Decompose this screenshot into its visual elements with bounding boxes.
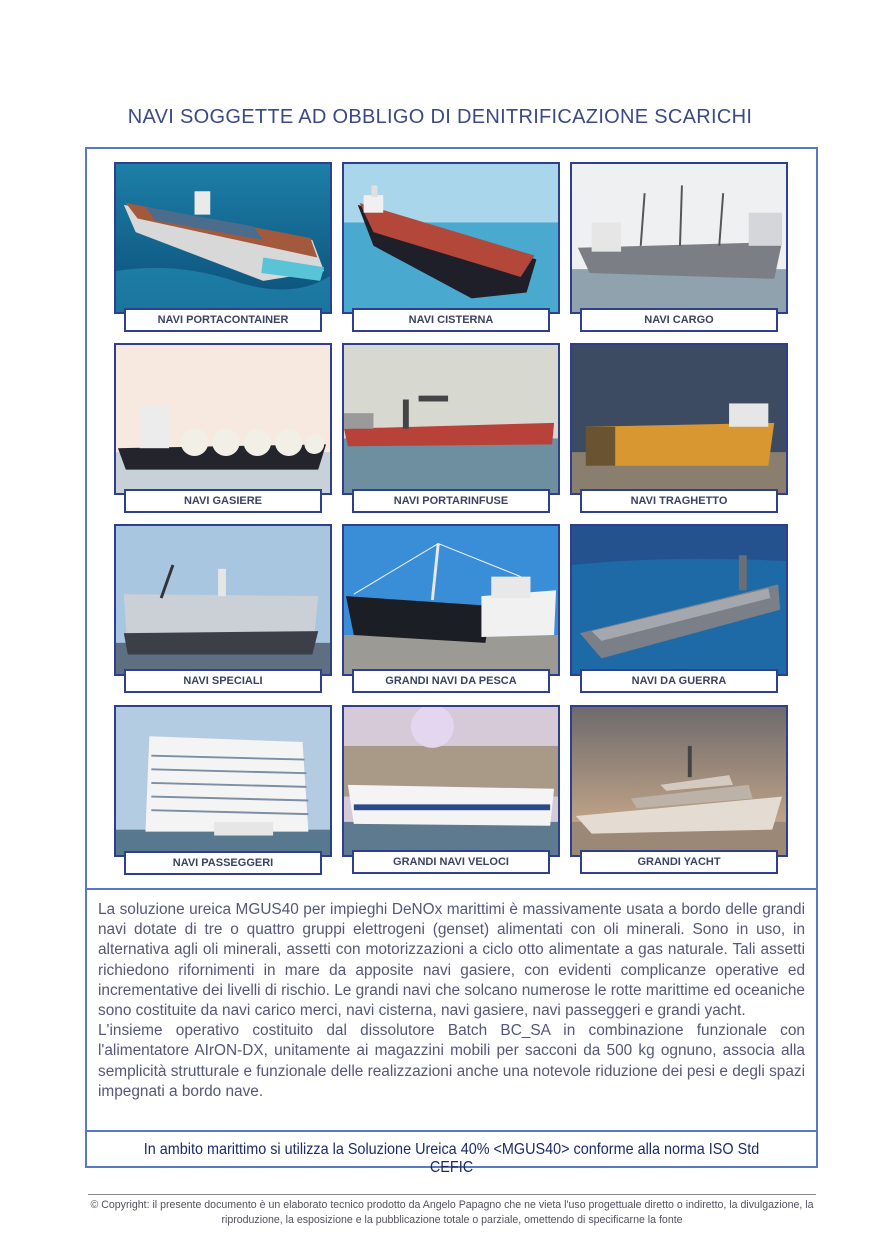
ship-label: GRANDI NAVI VELOCI xyxy=(352,850,550,874)
tanker-ship-photo xyxy=(342,162,560,314)
ship-label: NAVI TRAGHETTO xyxy=(580,489,778,513)
ship-label: NAVI GASIERE xyxy=(124,489,322,513)
ship-label: NAVI SPECIALI xyxy=(124,669,322,693)
page-title: NAVI SOGGETTE AD OBBLIGO DI DENITRIFICAZIONE SCARICHI xyxy=(127,106,753,128)
usage-note: In ambito marittimo si utilizza la Soluzione Ureica 40% <MGUS40> conforme alla norma ISO Std CEFIC xyxy=(143,1141,760,1176)
warship-photo xyxy=(570,524,788,676)
fast-ferry-photo xyxy=(342,705,560,857)
ship-label: GRANDI YACHT xyxy=(580,850,778,874)
special-ship-photo xyxy=(114,524,332,676)
divider xyxy=(85,888,818,890)
ship-label: NAVI CARGO xyxy=(580,308,778,332)
description-text xyxy=(98,900,805,1102)
footer-divider xyxy=(88,1194,816,1195)
ship-label: NAVI PASSEGGERI xyxy=(124,851,322,875)
bulk-carrier-photo xyxy=(342,343,560,495)
description-paragraph: L'insieme operativo costituito dal dissolutore Batch BC_SA in combinazione funzionale con l'alimentatore AIrON-DX, unitamente ai magazzini mobili per sacconi da 500 kg ognuno, associa alla semplicità strutturale e funzionale delle realizzazioni anche una notevole riduzione dei pesi e degli spazi impegnati a bordo nave. xyxy=(98,1022,805,1100)
ship-label: GRANDI NAVI DA PESCA xyxy=(352,669,550,693)
cargo-ship-photo xyxy=(570,162,788,314)
container-ship-photo xyxy=(114,162,332,314)
ship-label: NAVI PORTACONTAINER xyxy=(124,308,322,332)
ferry-photo xyxy=(570,343,788,495)
copyright-footer: © Copyright: il presente documento è un elaborato tecnico prodotto da Angelo Papagno che ne vieta l'uso progettuale diretto o indiretto, la divulgazione, la riproduzione, la esposizione e la pubblicazione totale o parziale, omettendo di specificarne la fonte xyxy=(90,1199,814,1226)
ship-label: NAVI CISTERNA xyxy=(352,308,550,332)
ship-label: NAVI DA GUERRA xyxy=(580,669,778,693)
ship-label: NAVI PORTARINFUSE xyxy=(352,489,550,513)
divider xyxy=(85,1130,818,1132)
description-paragraph: La soluzione ureica MGUS40 per impieghi DeNOx marittimi è massivamente usata a bordo delle grandi navi dotate di tre o quattro gruppi elettrogeni (genset) alimentati con oli minerali. Sono in uso, in alternativa agli oli minerali, assetti con motorizzazioni a ciclo otto alimentate a gas naturale. Tali assetti richiedono rifornimenti in mare da apposite navi gasiere, con evidenti complicanze operative ed incrementative dei livelli di rischio. Le grandi navi che solcano numerose le rotte marittime ed oceaniche sono costituite da navi carico merci, navi cisterna, navi gasiere, navi passeggeri e grandi yacht. xyxy=(98,901,805,1020)
gas-carrier-photo xyxy=(114,343,332,495)
yacht-photo xyxy=(570,705,788,857)
cruise-ship-photo xyxy=(114,705,332,857)
fishing-vessel-photo xyxy=(342,524,560,676)
